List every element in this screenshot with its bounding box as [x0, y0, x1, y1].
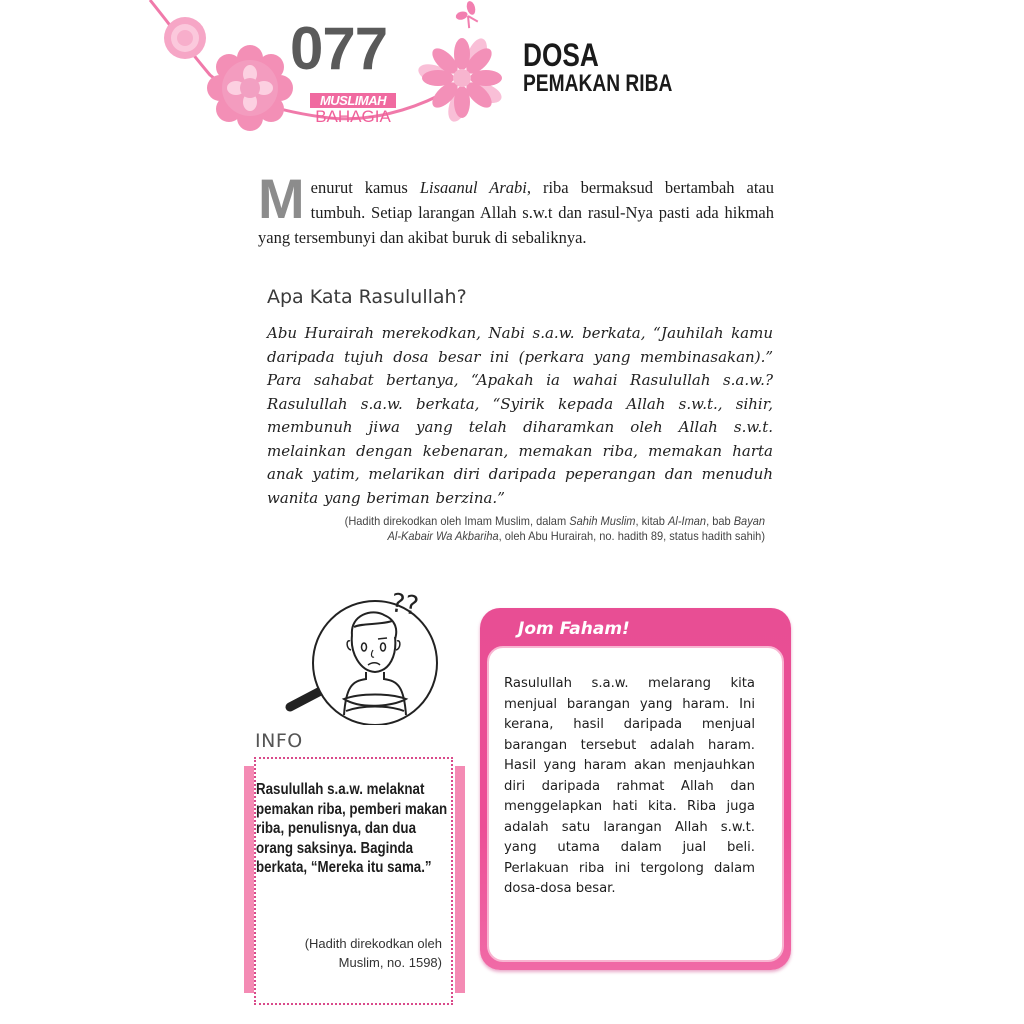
citation-italic: Bayan Al-Kabair Wa Akbariha — [387, 514, 765, 543]
chapter-number: 077 — [290, 15, 388, 82]
section-heading: Apa Kata Rasulullah? — [267, 286, 467, 308]
brand-line-1: MUSLIMAH — [310, 93, 396, 108]
info-pink-bar-right — [455, 766, 465, 993]
jom-faham-text: Rasulullah s.a.w. melarang kita menjual barangan yang haram. Ini kerana, hasil daripada menjual barangan tersebut adalah haram. Hasil yang haram akan menjauhkan diri daripada rahmat Allah dan menggelapkan hati kita. Riba juga adalah satu larangan Allah s.w.t. yang utama dalam jual beli. Perlakuan riba ini tergolong dalam dosa-dosa besar. — [504, 676, 755, 896]
intro-paragraph — [258, 167, 775, 250]
citation-italic: Sahih Muslim — [569, 514, 636, 528]
citation-italic: Al-Iman — [668, 514, 707, 528]
intro-text-start: enurut kamus — [310, 178, 420, 197]
small-flower-icon — [164, 17, 206, 59]
brand-line-2: BAHAGIA — [315, 107, 391, 126]
hadith-text: Abu Hurairah merekodkan, Nabi s.a.w. berkata, “Jauhilah kamu daripada tujuh dosa besar ini (perkara yang membinasakan).” Para sahabat bertanya, “Apakah ia wahai Rasulullah s.a.w.? Rasulullah s.a.w. berkata, “Syirik kepada Allah s.w.t., sihir, membunuh jiwa yang telah diharamkan oleh Allah s.w.t. melainkan dengan kebenaran, memakan riba, memakan harta anak yatim, melarikan diri daripada peperangan dan menuduh wanita yang beriman berzina.” — [267, 324, 773, 507]
citation-text: (Hadith direkodkan oleh Imam Muslim, dalam — [344, 514, 570, 528]
svg-text:??: ?? — [389, 588, 421, 622]
jom-faham-title: Jom Faham! — [518, 619, 630, 639]
butterfly-icon — [453, 0, 480, 31]
drop-cap: M — [258, 167, 305, 230]
page-title-line-1: DOSA — [523, 37, 599, 73]
magnifier-confused-man-icon — [280, 575, 460, 725]
flower-garland-decoration — [0, 0, 560, 140]
citation-text: , bab — [706, 514, 734, 528]
daisy-flower-icon — [416, 36, 505, 125]
info-citation: (Hadith direkodkan oleh Muslim, no. 1598) — [304, 936, 442, 970]
info-label: INFO — [255, 730, 303, 752]
info-text: Rasulullah s.a.w. melaknat pemakan riba, pemberi makan riba, penulisnya, dan dua orang saksinya. Baginda berkata, “Mereka itu sama.” — [256, 781, 448, 876]
intro-text-rest: , riba bermaksud bertambah atau tumbuh. Setiap larangan Allah s.w.t dan rasul-Nya pasti ada hikmah yang tersembunyi dan akibat buruk di sebaliknya. — [258, 178, 775, 247]
brand-logo — [310, 93, 396, 126]
hadith-citation — [337, 514, 765, 544]
intro-italic-term: Lisaanul Arabi — [419, 178, 527, 197]
big-flower-icon — [207, 45, 293, 131]
citation-text: , kitab — [635, 514, 669, 528]
page-title-line-2: PEMAKAN RIBA — [523, 70, 673, 97]
citation-text: , oleh Abu Hurairah, no. hadith 89, status hadith sahih) — [498, 529, 765, 543]
